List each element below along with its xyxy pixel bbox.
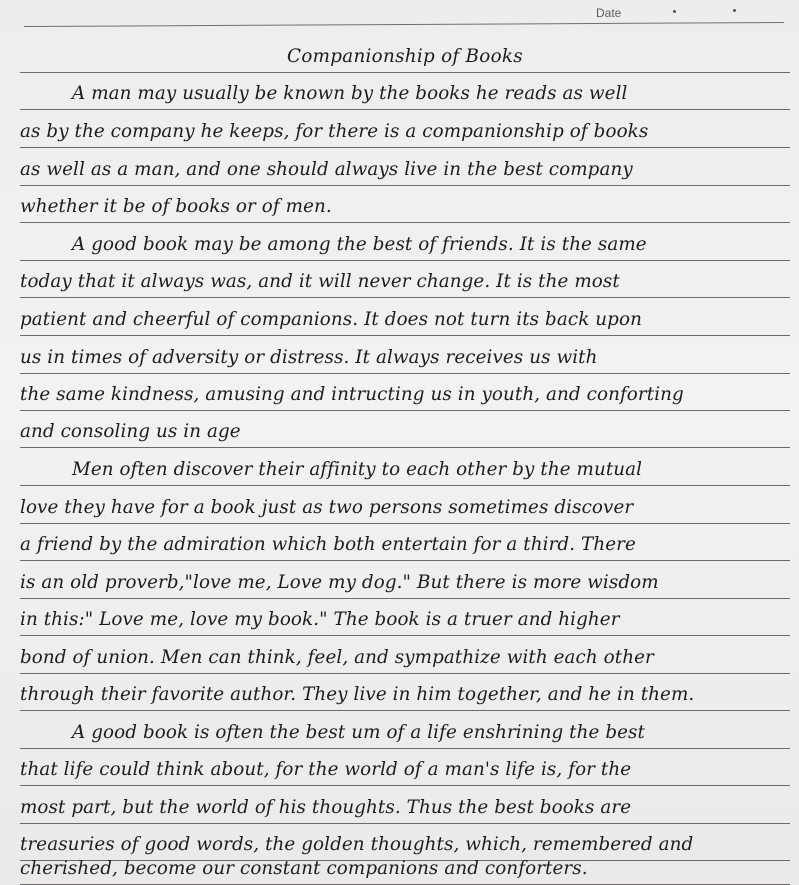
- essay-title: Companionship of Books: [20, 37, 790, 73]
- date-dot-1: [673, 10, 676, 13]
- text-line: us in times of adversity or distress. It always receives us with: [20, 338, 790, 374]
- text-line: love they have for a book just as two persons sometimes discover: [20, 488, 790, 524]
- text-line: most part, but the world of his thoughts. Thus the best books are: [20, 788, 790, 824]
- date-label: Date: [596, 6, 622, 20]
- text-line: today that it always was, and it will never change. It is the most: [20, 262, 790, 298]
- text-line: as well as a man, and one should always live in the best company: [20, 150, 790, 186]
- text-line: A good book is often the best um of a life enshrining the best: [20, 713, 790, 749]
- text-line: the same kindness, amusing and intructing us in youth, and conforting: [20, 375, 790, 411]
- text-line: as by the company he keeps, for there is a companionship of books: [20, 112, 790, 148]
- text-line: a friend by the admiration which both entertain for a third. There: [20, 525, 790, 561]
- text-line: bond of union. Men can think, feel, and sympathize with each other: [20, 638, 790, 674]
- date-dot-2: [733, 9, 736, 12]
- text-line: whether it be of books or of men.: [20, 187, 790, 223]
- text-line: treasuries of good words, the golden thoughts, which, remembered and: [20, 825, 790, 861]
- text-line: A good book may be among the best of friends. It is the same: [20, 225, 790, 261]
- text-line: is an old proverb,"love me, Love my dog." But there is more wisdom: [20, 563, 790, 599]
- text-line: through their favorite author. They live in him together, and he in them.: [20, 675, 790, 711]
- text-line: and consoling us in age: [20, 412, 790, 448]
- text-line: A man may usually be known by the books he reads as well: [20, 74, 790, 110]
- text-line: cherished, become our constant companions and conforters.: [20, 849, 790, 885]
- top-rule: [24, 22, 784, 27]
- text-line: in this:" Love me, love my book." The book is a truer and higher: [20, 600, 790, 636]
- text-line: patient and cheerful of companions. It does not turn its back upon: [20, 300, 790, 336]
- text-line: that life could think about, for the world of a man's life is, for the: [20, 750, 790, 786]
- text-line: Men often discover their affinity to each other by the mutual: [20, 450, 790, 486]
